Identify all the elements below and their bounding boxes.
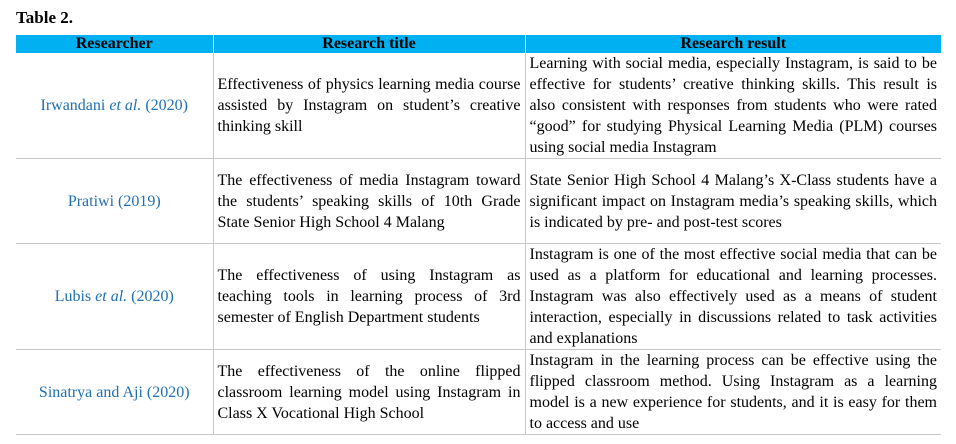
researcher-year: (2020) xyxy=(131,288,174,305)
researcher-name: Lubis xyxy=(54,288,92,305)
researcher-name: Pratiwi (2019) xyxy=(67,192,161,210)
header-researcher: Researcher xyxy=(16,35,213,53)
researcher-cell xyxy=(16,350,213,435)
table-row xyxy=(16,350,941,435)
research-title-cell: The effectiveness of media Instagram toward the students’ speaking skills of 10th Grade State Senior High School 4 Malang xyxy=(213,159,525,244)
header-research-result: Research result xyxy=(525,35,941,53)
researcher-name: Sinatrya and Aji (2020) xyxy=(38,383,190,401)
table-row xyxy=(16,159,941,244)
research-title-cell: The effectiveness of using Instagram as teaching tools in learning process of 3rd semester of English Department students xyxy=(213,244,525,350)
research-result-cell: Instagram is one of the most effective social media that can be used as a platform for educational and learning processes. Instagram was also effectively used as a means of student interaction, especially in discussions related to task activities and explanations xyxy=(525,244,941,350)
research-result-cell: Instagram in the learning process can be effective using the flipped classroom method. Using Instagram as a learning model is a new experience for students, and it is easy for them to access and use xyxy=(525,350,941,435)
researcher-etal: et al. xyxy=(95,288,128,305)
table-caption: Table 2. xyxy=(16,8,74,27)
research-title-cell: Effectiveness of physics learning media course assisted by Instagram on student’s creative thinking skill xyxy=(213,53,525,159)
table-row xyxy=(16,53,941,159)
researcher-year: (2020) xyxy=(145,97,188,114)
research-result-cell: Learning with social media, especially Instagram, is said to be effective for students’ creative thinking skills. This result is also consistent with responses from students who were rated “good” for studying Physical Learning Media (PLM) courses using social media Instagram xyxy=(525,53,941,159)
researcher-etal: et al. xyxy=(109,97,142,114)
table-header-row xyxy=(16,35,941,53)
header-research-title: Research title xyxy=(213,35,525,53)
researcher-cell xyxy=(16,159,213,244)
research-title-cell: The effectiveness of the online flipped classroom learning model using Instagram in Class X Vocational High School xyxy=(213,350,525,435)
researcher-name: Irwandani xyxy=(40,97,106,114)
researcher-cell xyxy=(16,53,213,159)
research-table xyxy=(16,35,941,435)
table-row xyxy=(16,244,941,350)
researcher-cell xyxy=(16,244,213,350)
research-result-cell: State Senior High School 4 Malang’s X-Class students have a significant impact on Instagram media’s speaking skills, which is indicated by pre- and post-test scores xyxy=(525,159,941,244)
